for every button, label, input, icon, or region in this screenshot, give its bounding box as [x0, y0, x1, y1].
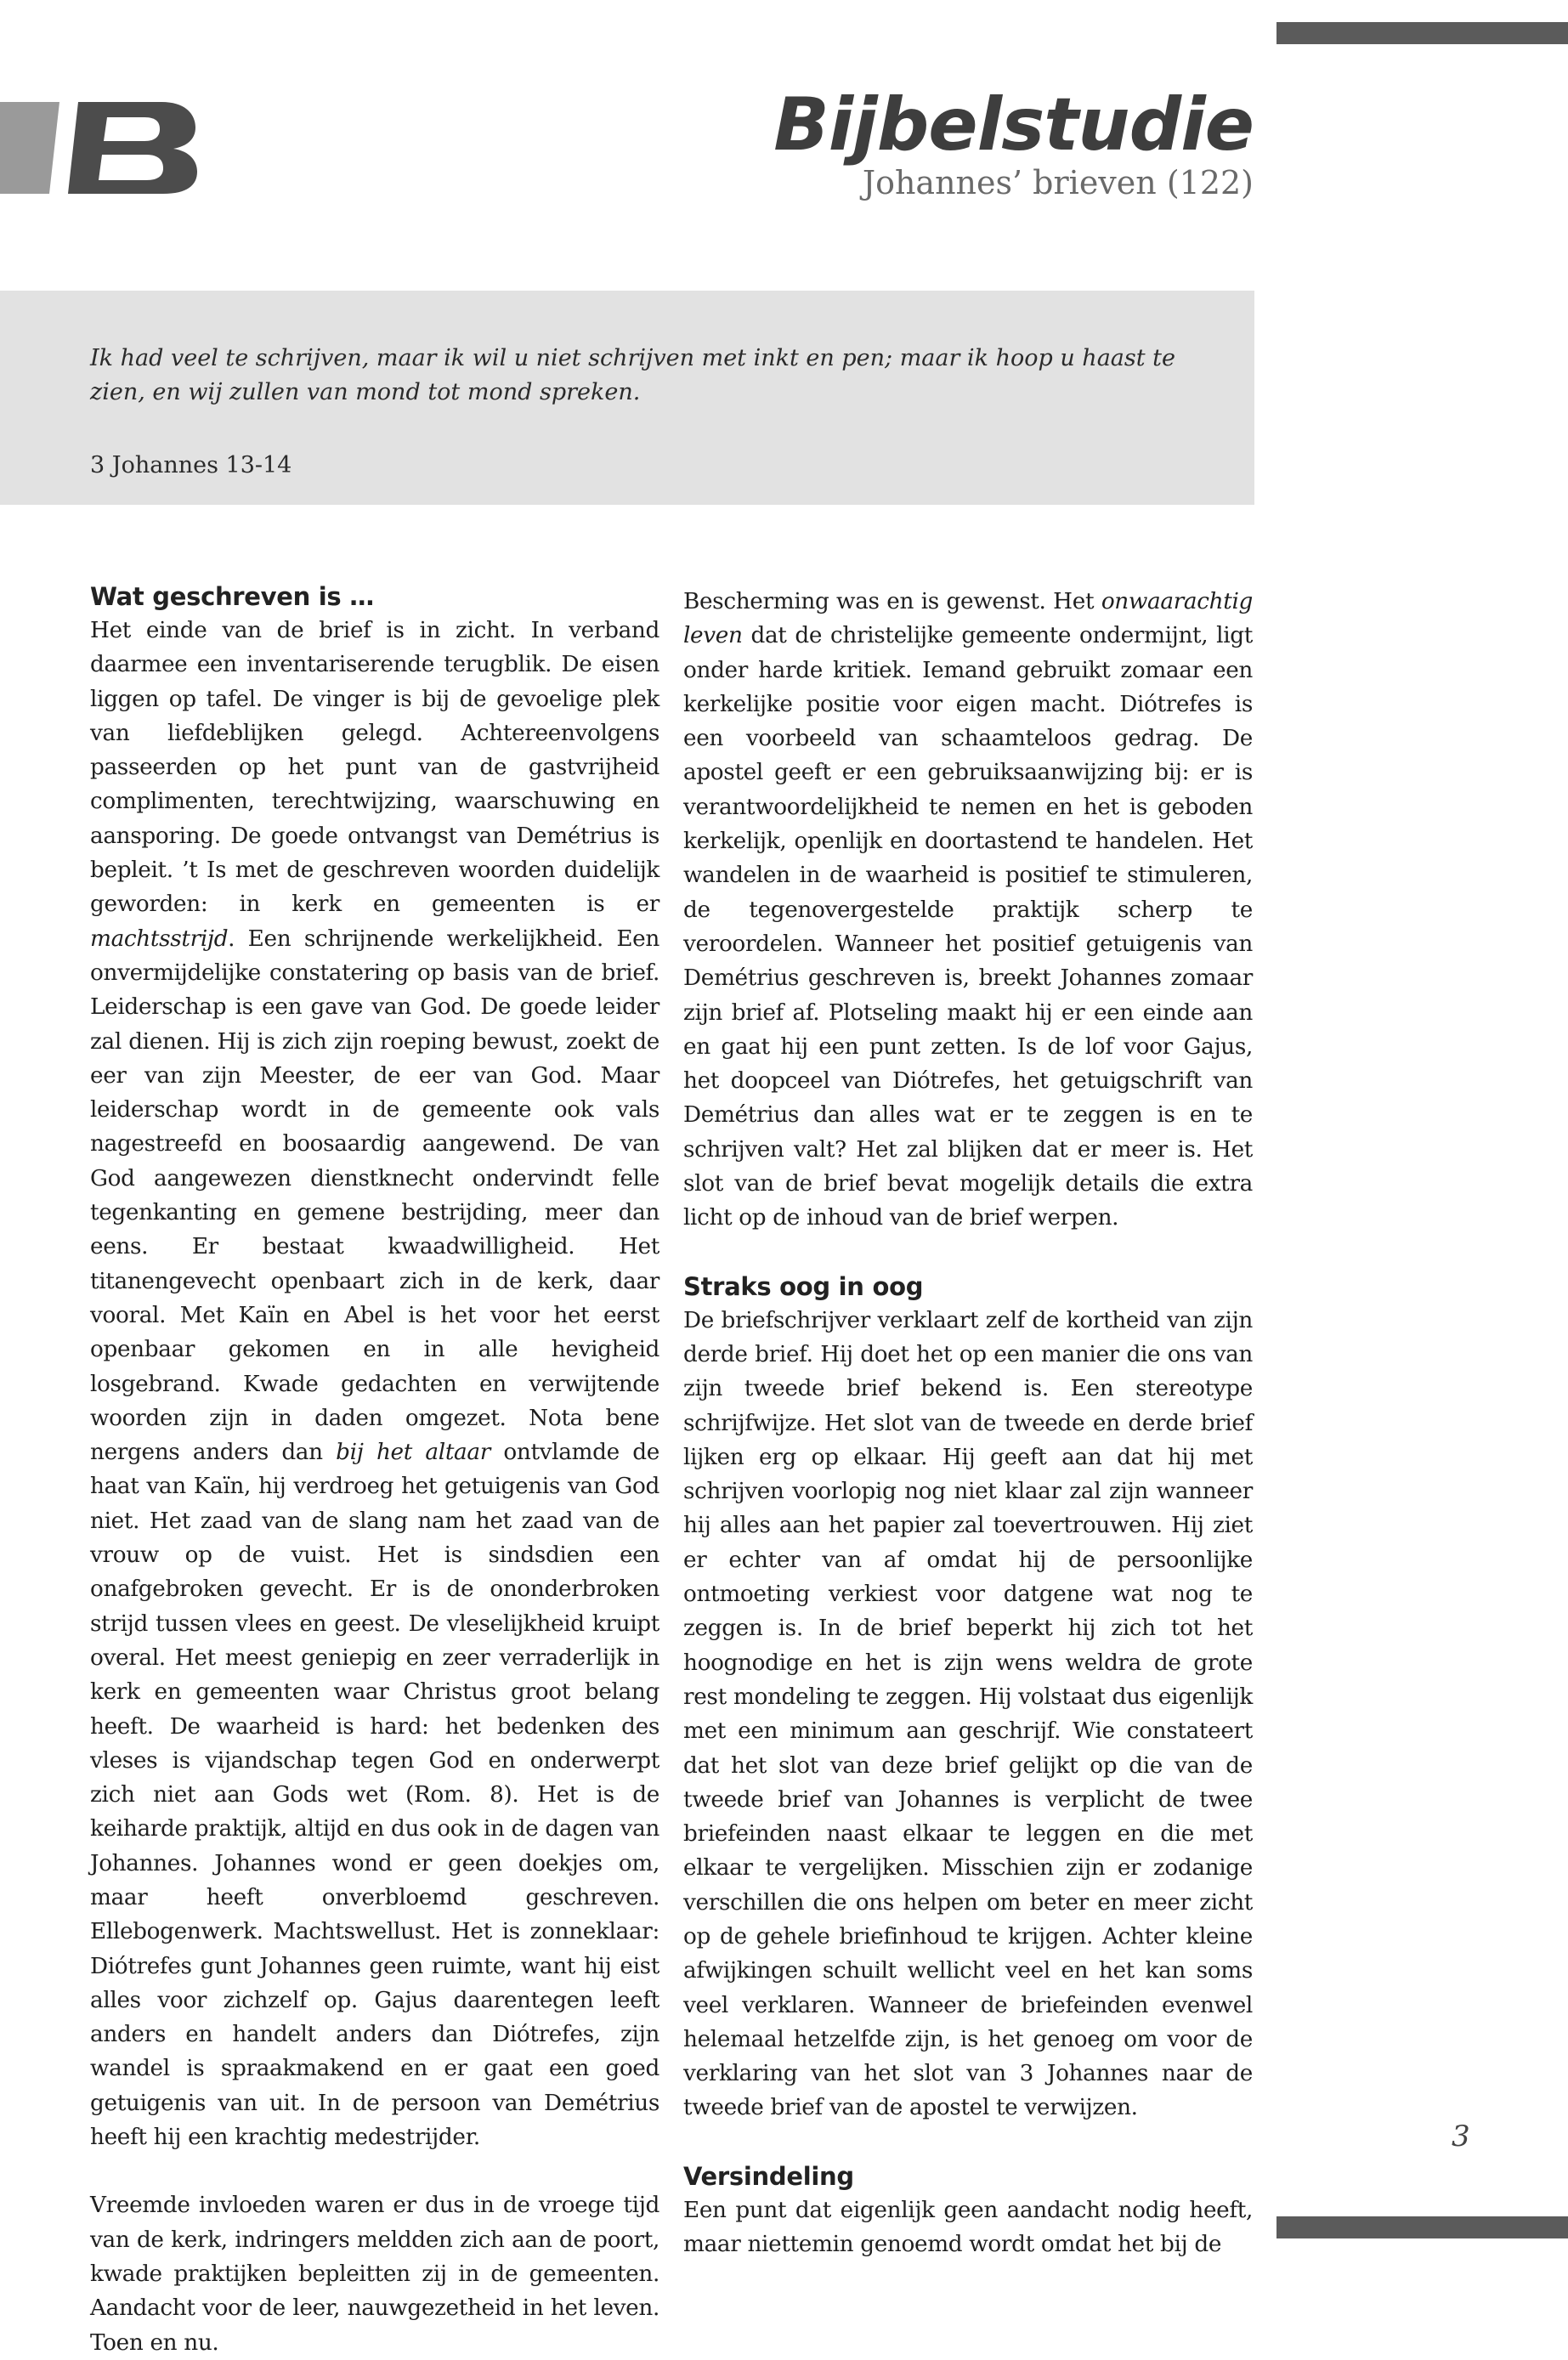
right-column [683, 585, 1253, 2261]
body-paragraph: Vreemde invloeden waren er dus in de vroege tijd van de kerk, indringers meldden zich aan de poort, kwade praktijken bepleitten zij in de gemeenten. Aandacht voor de leer, nauwgezetheid in het leven. Toen en nu. [90, 2193, 659, 2356]
section-heading-versindeling: Versindeling [683, 2161, 854, 2191]
page-subtitle: Johannes’ brieven (122) [862, 164, 1254, 201]
body-paragraph [90, 614, 659, 2154]
section-logo-icon [0, 102, 197, 194]
body-paragraph: Een punt dat eigenlijk geen aandacht nodig heeft, maar niettemin genoemd wordt omdat het bij de [683, 2197, 1253, 2258]
bottom-decorative-bar [1276, 2216, 1568, 2238]
emphasis-text: machtsstrijd [90, 925, 229, 952]
section-heading-wat-geschreven: Wat geschreven is … [90, 582, 374, 611]
top-decorative-bar [1276, 22, 1568, 44]
page-number: 3 [1452, 2119, 1470, 2153]
body-paragraph [683, 585, 1253, 1236]
emphasis-text: bij het altaar [336, 1440, 490, 1466]
left-column [90, 580, 659, 2360]
text-run: Bescherming was en is gewenst. Het [683, 589, 1101, 614]
section-heading-straks-oog-in-oog: Straks oog in oog [683, 1271, 924, 1301]
emphasis-text: onwaarachtig leven [683, 589, 1253, 649]
text-run: ontvlamde de haat van Kaïn, hij verdroeg het getuigenis van God niet. Het zaad van de slang nam het zaad van de vrouw op de vuist. Het is sindsdien een onafgebroken gevecht. Er is de ononderbroken strijd tussen vlees en geest. De vleselijkheid kruipt overal. Het meest geniepig en zeer verraderlijk in kerk en gemeenten waar Christus groot belang heeft. De waarheid is hard: het bedenken des vleses is vijandschap tegen God en onderwerpt zich niet aan Gods wet (Rom. 8). Het is de keiharde praktijk, altijd en dus ook in de dagen van Johannes. Johannes wond er geen doekjes om, maar heeft onverbloemd geschreven. Ellebogenwerk. Machtswellust. Het is zonneklaar: Diótrefes gunt Johannes geen ruimte, want hij eist alles voor zichzelf op. Gajus daarentegen leeft anders en handelt anders dan Diótrefes, zijn wandel is spraakmakend en er gaat een goed getuigenis van uit. In de persoon van Demétrius heeft hij een krachtig medestrijder. [90, 1440, 659, 2151]
text-run: Het einde van de brief is in zicht. In verband daarmee een inventariserende terugblik. De eisen liggen op tafel. De vinger is bij de gevoelige plek van liefdeblijken gelegd. Achtereenvolgens passeerden op het punt van de gastvrijheid complimenten, terechtwijzing, waarschuwing en aansporing. De goede ontvangst van Demétrius is bepleit. ’t Is met de geschreven woorden duidelijk geworden: in kerk en gemeenten is er [90, 618, 659, 918]
body-paragraph: De briefschrijver verklaart zelf de kortheid van zijn derde brief. Hij doet het op een manier die ons van zijn tweede brief bekend is. Een stereotype schrijfwijze. Het slot van de tweede en derde brief lijken erg op elkaar. Hij geeft aan dat hij met schrijven voorlopig nog niet klaar zal zijn wanneer hij alles aan het papier zal toevertrouwen. Hij ziet er echter van af omdat hij de persoonlijke ontmoeting verkiest voor datgene wat nog te zeggen is. In de brief beperkt hij zich tot het hoognodige en het is zijn wens weldra de grote rest mondeling te zeggen. Hij volstaat dus eigenlijk met een minimum aan geschrijf. Wie constateert dat het slot van deze brief gelijkt op die van de tweede brief van Johannes is verplicht de twee briefeinden naast elkaar te leggen en die met elkaar te vergelijken. Misschien zijn er zodanige verschillen die ons helpen om beter en meer zicht op de gehele briefinhoud te krijgen. Achter kleine afwijkingen schuilt wellicht veel en het kan soms veel verklaren. Wanneer de briefeinden evenwel helemaal hetzelfde zijn, is het genoeg om voor de verklaring van het slot van 3 Johannes naar de tweede brief van de apostel te verwijzen. [683, 1307, 1253, 2121]
quote-text: Ik had veel te schrijven, maar ik wil u niet schrijven met inkt en pen; maar ik hoop u haast te zien, en wij zullen van mond tot mond spreken. [90, 345, 1176, 405]
quote-reference: 3 Johannes 13-14 [90, 452, 292, 478]
text-run: dat de christelijke gemeente ondermijnt, ligt onder harde kritiek. Iemand gebruikt zomaar een kerkelijke positie voor eigen macht. Diótrefes is een voorbeeld van schaamteloos gedrag. De apostel geeft er een gebruiksaanwijzing bij: er is verantwoordelijkheid te nemen en het is geboden kerkelijk, openlijk en doortastend te handelen. Het wandelen in de waarheid is positief te stimuleren, de tegenovergestelde praktijk scherp te veroordelen. Wanneer het positief getuigenis van Demétrius geschreven is, breekt Johannes zomaar zijn brief af. Plotseling maakt hij er een einde aan en gaat hij een punt zetten. Is de lof voor Gajus, het doopceel van Diótrefes, het getuigschrift van Demétrius dan alles wat er te zeggen is en te schrijven valt? Het zal blijken dat er meer is. Het slot van de brief bevat mogelijk details die extra licht op de inhoud van de brief werpen. [683, 623, 1253, 1231]
text-run: . Een schrijnende werkelijkheid. Een onvermijdelijke constatering op basis van de brief. Leiderschap is een gave van God. De goede leider zal dienen. Hij is zich zijn roeping bewust, zoekt de eer van zijn Meester, de eer van God. Maar leiderschap wordt in de gemeente ook vals nagestreefd en boosaardig aangewend. De van God aangewezen dienstknecht ondervindt felle tegenkanting en gemene bestrijding, meer dan eens. Er bestaat kwaadwilligheid. Het titanengevecht openbaart zich in de kerk, daar vooral. Met Kaïn en Abel is het voor het eerst openbaar gekomen en in alle hevigheid losgebrand. Kwade gedachten en verwijtende woorden zijn in daden omgezet. Nota bene nergens anders dan [90, 925, 659, 1466]
page-title: Bijbelstudie [773, 82, 1254, 167]
